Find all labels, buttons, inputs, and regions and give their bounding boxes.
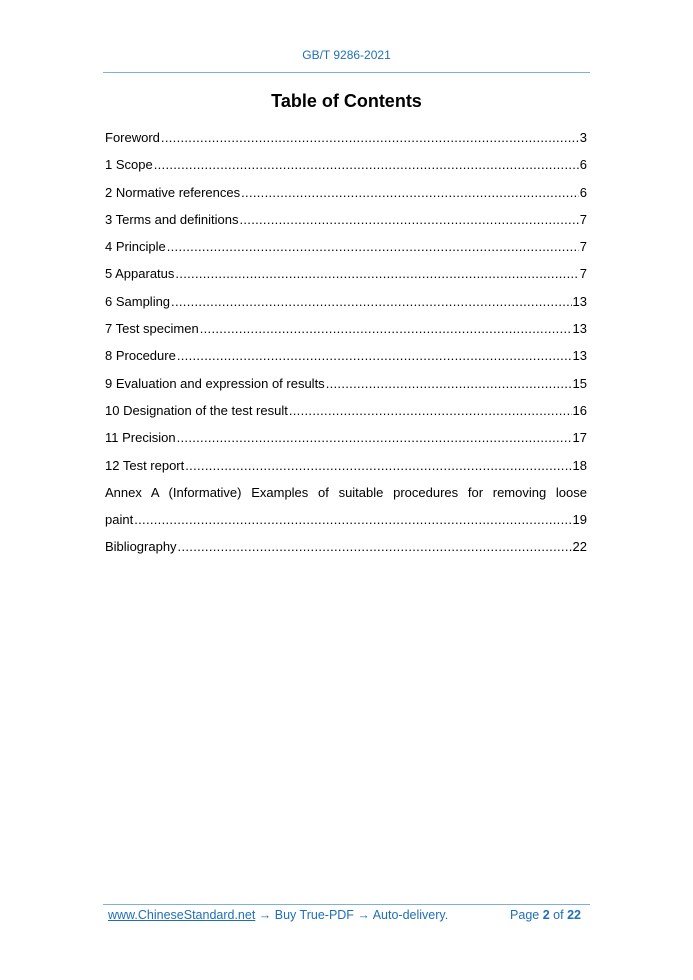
dot-leader (185, 452, 571, 479)
toc-entry-terms-definitions[interactable] (105, 206, 587, 233)
toc-entry-annex-a[interactable] (105, 479, 587, 534)
toc-entry-label: 4 Principle (105, 239, 166, 255)
dot-leader (177, 342, 572, 369)
total-pages: 22 (567, 908, 581, 922)
toc-entry-page: 7 (579, 239, 587, 255)
dot-leader (154, 151, 579, 178)
toc-entry-label: 12 Test report (105, 457, 185, 473)
toc-entry-designation[interactable] (105, 397, 587, 424)
toc-entry-page: 7 (579, 266, 587, 282)
toc-entry-label: Bibliography (105, 539, 177, 555)
promo-text: → Buy True-PDF → Auto-delivery. (255, 908, 449, 922)
toc-entry-normative-references[interactable] (105, 179, 587, 206)
toc-entry-label: Foreword (105, 130, 160, 145)
toc-entry-apparatus[interactable] (105, 260, 587, 287)
toc-entry-label: 1 Scope (105, 157, 153, 173)
page-word: Page (510, 908, 540, 922)
toc-entry-label: 9 Evaluation and expression of results (105, 375, 325, 391)
toc-entry-precision[interactable] (105, 424, 587, 451)
toc-entry-page: 13 (572, 348, 587, 364)
dot-leader (175, 260, 578, 287)
toc-entry-page: 15 (572, 375, 587, 391)
toc-entry-foreword[interactable] (105, 124, 587, 151)
dot-leader (239, 206, 578, 233)
toc-entry-label: 3 Terms and definitions (105, 211, 239, 227)
header-divider (103, 72, 590, 73)
of-word: of (553, 908, 564, 922)
footer-promo (108, 908, 448, 922)
toc-entry-page: 7 (579, 211, 587, 227)
toc-entry-test-report[interactable] (105, 452, 587, 479)
toc-entry-label: 11 Precision (105, 430, 176, 446)
website-link[interactable]: www.ChineseStandard.net (108, 908, 256, 922)
toc-entry-page: 22 (572, 539, 587, 555)
standard-code: GB/T 9286-2021 (302, 48, 391, 62)
toc-list (105, 124, 587, 561)
toc-entry-label-line1: Annex A (Informative) Examples of suitable procedures for removing loose (105, 484, 587, 500)
toc-entry-page: 6 (579, 184, 587, 200)
dot-leader (326, 370, 572, 397)
page-title: Table of Contents (271, 91, 422, 111)
toc-entry-procedure[interactable] (105, 342, 587, 369)
toc-entry-label: 5 Apparatus (105, 266, 175, 282)
toc-entry-evaluation[interactable] (105, 370, 587, 397)
dot-leader (171, 288, 571, 315)
dot-leader (200, 315, 572, 342)
dot-leader (161, 124, 579, 151)
toc-entry-page: 16 (572, 402, 587, 418)
dot-leader (134, 506, 571, 533)
toc-entry-page: 19 (572, 512, 587, 528)
toc-entry-page: 13 (572, 321, 587, 337)
toc-entry-page: 3 (579, 130, 587, 145)
toc-entry-principle[interactable] (105, 233, 587, 260)
toc-entry-page: 18 (572, 457, 587, 473)
dot-leader (289, 397, 572, 424)
toc-entry-label: 6 Sampling (105, 293, 171, 309)
toc-entry-page: 17 (572, 430, 587, 446)
dot-leader (177, 424, 572, 451)
toc-entry-scope[interactable] (105, 151, 587, 178)
toc-entry-label: 8 Procedure (105, 348, 176, 364)
toc-entry-test-specimen[interactable] (105, 315, 587, 342)
toc-entry-bibliography[interactable] (105, 533, 587, 560)
dot-leader (241, 179, 579, 206)
current-page: 2 (542, 908, 550, 922)
dot-leader (167, 233, 579, 260)
dot-leader (178, 533, 572, 560)
toc-entry-sampling[interactable] (105, 288, 587, 315)
footer-divider (103, 904, 590, 905)
toc-entry-label: 10 Designation of the test result (105, 402, 288, 418)
toc-entry-label-line2: paint (105, 512, 134, 528)
page-number (510, 908, 581, 922)
toc-entry-label: 2 Normative references (105, 184, 241, 200)
toc-entry-label: 7 Test specimen (105, 321, 199, 337)
toc-entry-page: 6 (579, 157, 587, 173)
toc-entry-page: 13 (572, 293, 587, 309)
page-footer (108, 908, 581, 922)
page-header (0, 48, 693, 62)
